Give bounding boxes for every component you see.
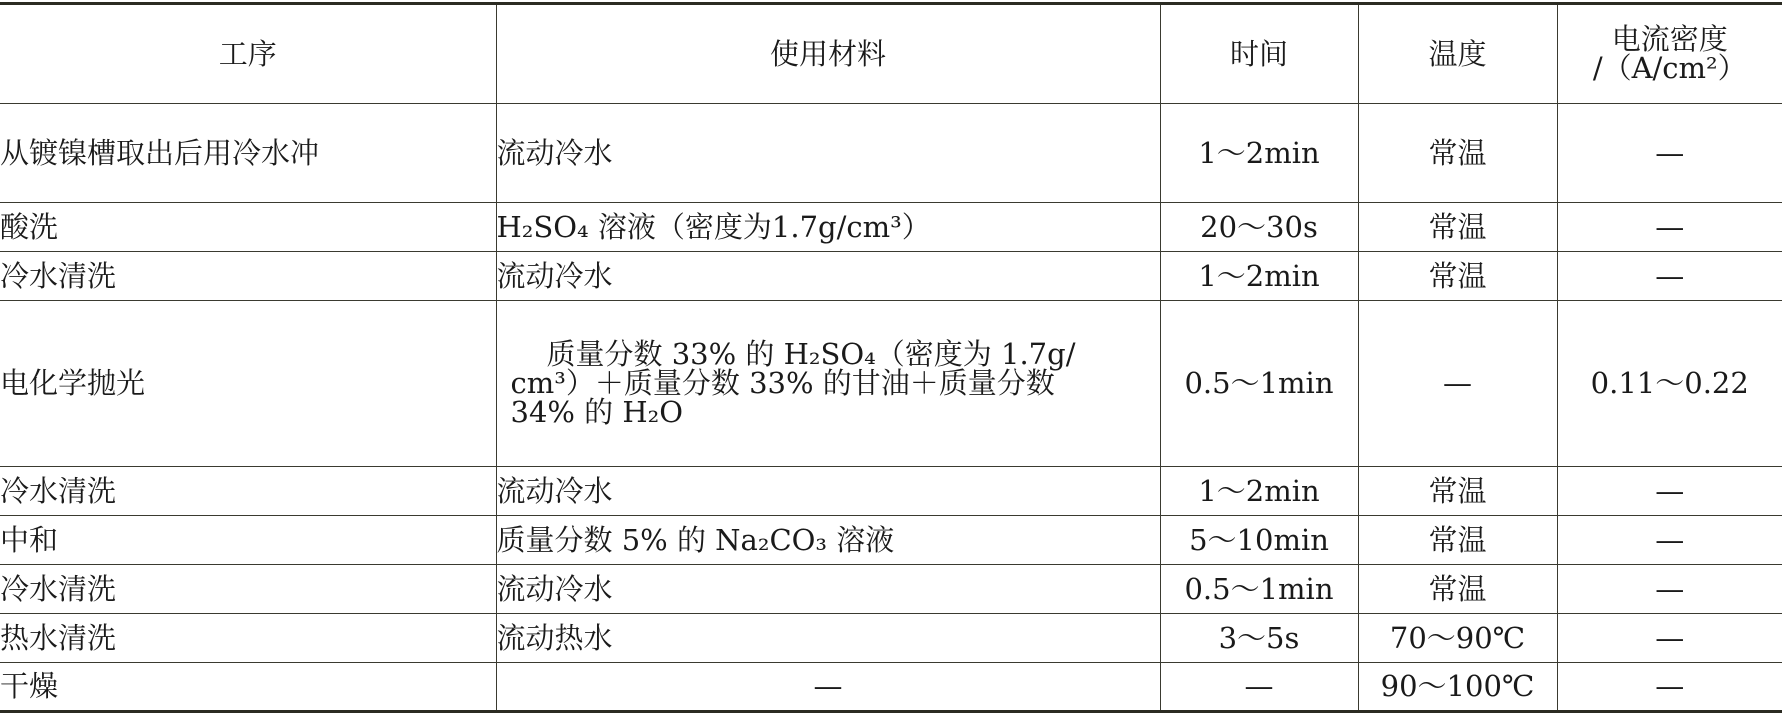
cell-step: 电化学抛光 bbox=[0, 301, 496, 467]
cell-material: 流动冷水 bbox=[496, 104, 1160, 203]
cell-time: — bbox=[1160, 663, 1358, 712]
cell-temperature: 常温 bbox=[1358, 104, 1557, 203]
cell-temperature: 70～90℃ bbox=[1358, 614, 1557, 663]
header-temperature: 温度 bbox=[1358, 4, 1557, 104]
table-row bbox=[0, 467, 1782, 516]
cell-current: — bbox=[1557, 614, 1782, 663]
cell-time: 0.5～1min bbox=[1160, 565, 1358, 614]
cell-material: — bbox=[496, 663, 1160, 712]
table-row bbox=[0, 203, 1782, 252]
header-current-density-label: 电流密度 bbox=[1611, 22, 1728, 56]
cell-current: — bbox=[1557, 104, 1782, 203]
table-row bbox=[0, 565, 1782, 614]
material-line: cm³）＋质量分数 33% 的甘油＋质量分数 bbox=[510, 366, 1055, 400]
process-table bbox=[0, 2, 1782, 713]
material-line: 质量分数 33% 的 H₂SO₄（密度为 1.7g/ bbox=[546, 337, 1076, 371]
table-row bbox=[0, 516, 1782, 565]
header-current-density bbox=[1557, 4, 1782, 104]
cell-time: 1～2min bbox=[1160, 104, 1358, 203]
table-row bbox=[0, 663, 1782, 712]
material-line: 34% 的 H₂O bbox=[510, 395, 684, 429]
cell-time: 20～30s bbox=[1160, 203, 1358, 252]
table-row bbox=[0, 252, 1782, 301]
cell-temperature: 常温 bbox=[1358, 203, 1557, 252]
cell-current: — bbox=[1557, 565, 1782, 614]
cell-current: 0.11～0.22 bbox=[1557, 301, 1782, 467]
header-material: 使用材料 bbox=[496, 4, 1160, 104]
cell-time: 0.5～1min bbox=[1160, 301, 1358, 467]
cell-material-multiline bbox=[496, 301, 1160, 467]
cell-temperature: 90～100℃ bbox=[1358, 663, 1557, 712]
cell-current: — bbox=[1557, 203, 1782, 252]
cell-step: 冷水清洗 bbox=[0, 252, 496, 301]
cell-current: — bbox=[1557, 663, 1782, 712]
cell-material: H₂SO₄ 溶液（密度为1.7g/cm³） bbox=[496, 203, 1160, 252]
cell-temperature: 常温 bbox=[1358, 516, 1557, 565]
cell-material: 流动冷水 bbox=[496, 252, 1160, 301]
cell-step: 冷水清洗 bbox=[0, 565, 496, 614]
cell-step: 干燥 bbox=[0, 663, 496, 712]
table-header-row bbox=[0, 4, 1782, 104]
header-current-density-unit: /（A/cm²） bbox=[1592, 51, 1747, 85]
cell-time: 3～5s bbox=[1160, 614, 1358, 663]
cell-step: 热水清洗 bbox=[0, 614, 496, 663]
cell-current: — bbox=[1557, 516, 1782, 565]
cell-time: 1～2min bbox=[1160, 467, 1358, 516]
cell-material: 流动冷水 bbox=[496, 565, 1160, 614]
cell-step: 酸洗 bbox=[0, 203, 496, 252]
table-row bbox=[0, 104, 1782, 203]
cell-current: — bbox=[1557, 252, 1782, 301]
cell-material: 流动热水 bbox=[496, 614, 1160, 663]
cell-time: 5～10min bbox=[1160, 516, 1358, 565]
cell-temperature: — bbox=[1358, 301, 1557, 467]
cell-time: 1～2min bbox=[1160, 252, 1358, 301]
header-time: 时间 bbox=[1160, 4, 1358, 104]
table-row bbox=[0, 614, 1782, 663]
cell-temperature: 常温 bbox=[1358, 565, 1557, 614]
table-row bbox=[0, 301, 1782, 467]
header-step: 工序 bbox=[0, 4, 496, 104]
cell-step: 中和 bbox=[0, 516, 496, 565]
cell-current: — bbox=[1557, 467, 1782, 516]
cell-material: 流动冷水 bbox=[496, 467, 1160, 516]
cell-temperature: 常温 bbox=[1358, 252, 1557, 301]
cell-step: 冷水清洗 bbox=[0, 467, 496, 516]
cell-step: 从镀镍槽取出后用冷水冲 bbox=[0, 104, 496, 203]
cell-temperature: 常温 bbox=[1358, 467, 1557, 516]
cell-material: 质量分数 5% 的 Na₂CO₃ 溶液 bbox=[496, 516, 1160, 565]
